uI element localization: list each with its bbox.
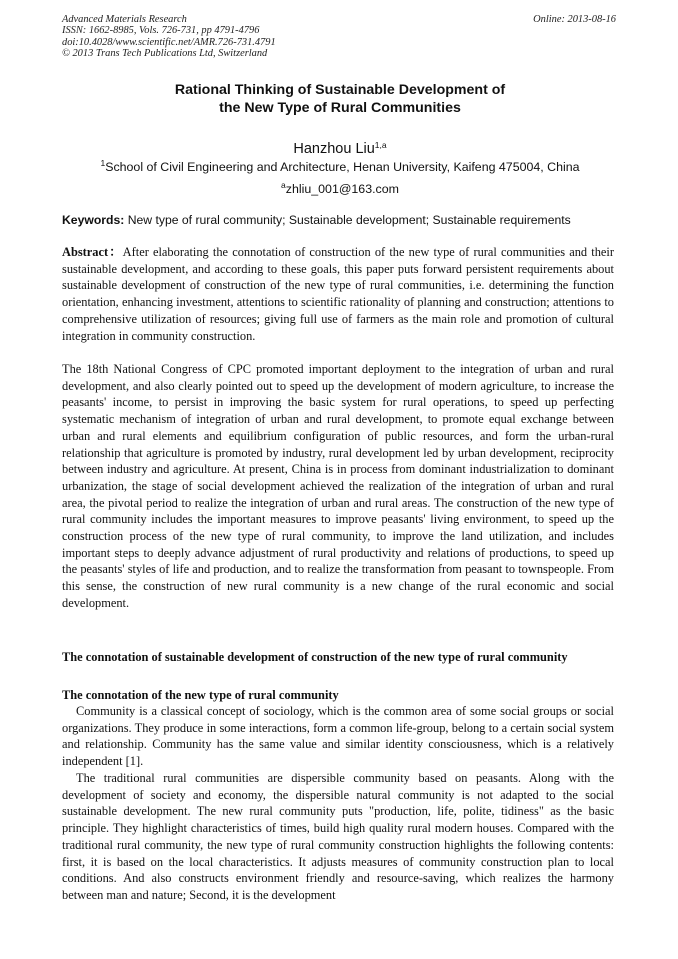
- email-text[interactable]: zhliu_001@163.com: [285, 182, 399, 196]
- subsection-heading: The connotation of the new type of rural community: [62, 688, 339, 702]
- paper-title: [62, 82, 618, 117]
- journal-header: [62, 14, 618, 60]
- doi-line[interactable]: doi:10.4028/www.scientific.net/AMR.726-731.4791: [62, 36, 276, 48]
- affiliation-block: [62, 156, 618, 200]
- journal-name: Advanced Materials Research: [62, 14, 187, 25]
- affiliation-sup: 1: [100, 158, 106, 168]
- affiliation-text: School of Civil Engineering and Architecture, Henan University, Kaifeng 475004, China: [105, 160, 580, 174]
- abstract-label: Abstract: [62, 245, 109, 259]
- title-line-2: the New Type of Rural Communities: [219, 99, 461, 116]
- email-line: [62, 178, 618, 200]
- keywords-text: New type of rural community; Sustainable development; Sustainable requirements: [124, 213, 571, 227]
- keywords-label: Keywords:: [62, 213, 125, 227]
- title-line-1: Rational Thinking of Sustainable Development of: [174, 82, 506, 98]
- abstract-text: After elaborating the connotation of construction of the new type of rural communities and their sustainable development, and according to these goals, this paper puts forward persistent requirements about sustainable development of construction of the new type of rural communities, i.e. determining the function orientation, enhancing investment, attentions to scientific rationality of planning and construction; attentions to comprehensive utilization of resources; giving full use of farmers as the main role and promotion of cultural integration in community construction.: [62, 245, 614, 343]
- email-sup: a: [281, 180, 286, 190]
- issn-line: ISSN: 1662-8985, Vols. 726-731, pp 4791-4796: [62, 25, 260, 37]
- body-paragraph-1: Community is a classical concept of sociology, which is the common area of some social groups or social organizations. They produce in some interactions, form a common life-group, belong to a certain social system and relationship. Community has the same value and similar identity consciousness, which is a relatively independent [1].: [62, 704, 614, 769]
- copyright-line: © 2013 Trans Tech Publications Ltd, Switzerland: [62, 48, 268, 60]
- intro-paragraph: The 18th National Congress of CPC promoted important deployment to the integration of urban and rural development, and also clearly pointed out to speed up the development of modern agriculture, to increase the peasants' income, to persist in improving the basic system for rural operations, to speed up perfecting systematic mechanism of integration of urban and rural development, to promote equal exchange between urban and rural elements and equilibrium configuration of public resources, and form the urban-rural relationship that agriculture is promoted by industry, rural development led by urban development, reciprocity between industry and agriculture. At present, China is in process from dominant industrialization to dominant urbanization, the stage of social development achieved the realization of the integration of urban and rural area, the pivotal period to realize the integration of urban and rural areas. The construction of the new type of rural community includes the important measures to improve peasants' living environment, to speed up the construction process of the new type of rural community, to improve the land utilization, and includes important steps to deeply advance adjustment of rural productivity and relations of productions, to speed up the peasants' styles of life and production, and to realize the transformation from peasant to townspeople. From this sense, the construction of new rural community is a new change of the rural economic and social development.: [62, 362, 614, 610]
- keywords-line: [62, 212, 618, 228]
- author-line: [62, 141, 618, 157]
- abstract-paragraph: [62, 244, 614, 344]
- author-sup: 1,a: [374, 140, 387, 150]
- affiliation-line: [62, 156, 618, 178]
- author-name: Hanzhou Liu: [293, 141, 375, 157]
- online-date: Online: 2013-08-16: [533, 14, 616, 25]
- abstract-colon: ：: [108, 245, 123, 259]
- body-paragraph-2: The traditional rural communities are dispersible community based on peasants. Along with the development of society and economy, the dispersible natural community is not adapted to the social sustainable development. The new rural community puts "production, life, polite, tidiness" as the basic principle. They highlight characteristics of times, build high quality rural modern houses. Compared with the traditional rural community, the new type of rural community construction highlights the following contents: first, it is based on the local characteristics. It adjusts measures of community construction plan to local conditions. And also constructs environment friendly and resource-saving, which realizes the harmony between man and nature; Second, it is the development: [62, 771, 614, 902]
- section-heading: The connotation of sustainable development of construction of the new type of rural community: [62, 650, 568, 664]
